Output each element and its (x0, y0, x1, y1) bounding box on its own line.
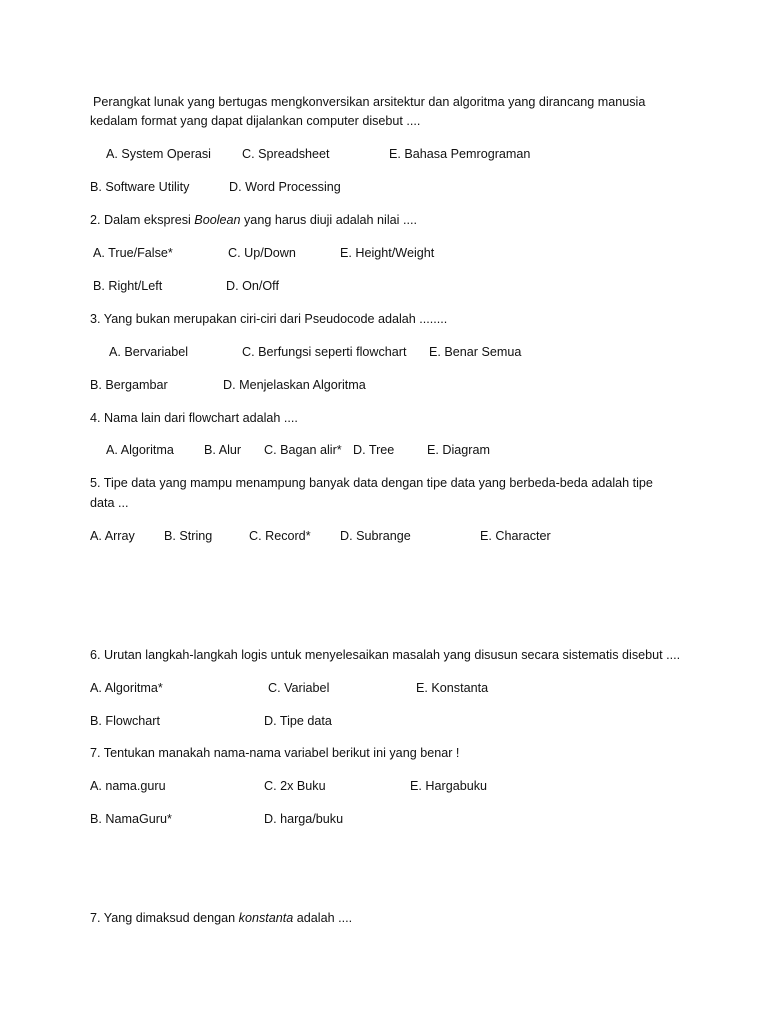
q2-option-d: D. On/Off (226, 279, 279, 293)
q7-option-e: E. Hargabuku (410, 779, 488, 793)
q5-option-e: E. Character (480, 529, 551, 543)
q2-option-b: B. Right/Left (93, 279, 163, 293)
q7-option-b: B. NamaGuru* (90, 812, 172, 826)
question-6: 6. Urutan langkah-langkah logis untuk menyelesaikan masalah yang disusun secara sistematis disebut .... (90, 648, 681, 662)
question-5-line-2: data ... (90, 496, 129, 510)
q6-option-a: A. Algoritma* (90, 681, 163, 695)
question-4: 4. Nama lain dari flowchart adalah .... (90, 411, 298, 425)
q6-option-d: D. Tipe data (264, 714, 332, 728)
question-3: 3. Yang bukan merupakan ciri-ciri dari Pseudocode adalah ........ (90, 312, 448, 326)
question-2-prefix: 2. Dalam ekspresi (90, 213, 195, 227)
q4-option-c: C. Bagan alir* (264, 443, 342, 457)
q5-option-d: D. Subrange (340, 529, 411, 543)
q4-option-d: D. Tree (353, 443, 395, 457)
question-8-suffix: adalah .... (293, 911, 353, 925)
q3-option-c: C. Berfungsi seperti flowchart (242, 345, 407, 359)
q1-option-d: D. Word Processing (229, 180, 341, 194)
q2-option-e: E. Height/Weight (340, 246, 435, 260)
q5-option-a: A. Array (90, 529, 135, 543)
q5-option-c: C. Record* (249, 529, 311, 543)
question-8 (90, 911, 352, 926)
question-8-prefix: 7. Yang dimaksud dengan (90, 911, 239, 925)
q2-option-a: A. True/False* (93, 246, 173, 260)
question-7: 7. Tentukan manakah nama-nama variabel berikut ini yang benar ! (90, 746, 460, 760)
q4-option-b: B. Alur (204, 443, 242, 457)
q6-option-c: C. Variabel (268, 681, 330, 695)
q1-option-b: B. Software Utility (90, 180, 190, 194)
q4-option-e: E. Diagram (427, 443, 490, 457)
q7-option-c: C. 2x Buku (264, 779, 326, 793)
q1-option-a: A. System Operasi (106, 147, 211, 161)
q6-option-e: E. Konstanta (416, 681, 489, 695)
question-5-line-1: 5. Tipe data yang mampu menampung banyak data dengan tipe data yang berbeda-beda adalah tipe (90, 476, 653, 490)
q3-option-e: E. Benar Semua (429, 345, 522, 359)
q7-option-a: A. nama.guru (90, 779, 166, 793)
q4-option-a: A. Algoritma (106, 443, 174, 457)
q3-option-b: B. Bergambar (90, 378, 168, 392)
q6-option-b: B. Flowchart (90, 714, 160, 728)
question-2-italic-term: Boolean (194, 213, 241, 227)
q1-option-c: C. Spreadsheet (242, 147, 330, 161)
q1-option-e: E. Bahasa Pemrograman (389, 147, 531, 161)
question-1-line-1: Perangkat lunak yang bertugas mengkonversikan arsitektur dan algoritma yang dirancang manusia (93, 95, 646, 109)
question-2 (90, 213, 417, 228)
q3-option-d: D. Menjelaskan Algoritma (223, 378, 366, 392)
q2-option-c: C. Up/Down (228, 246, 296, 260)
q5-option-b: B. String (164, 529, 213, 543)
question-1-line-2: kedalam format yang dapat dijalankan computer disebut .... (90, 114, 421, 128)
q3-option-a: A. Bervariabel (109, 345, 189, 359)
question-2-suffix: yang harus diuji adalah nilai .... (240, 213, 417, 227)
q7-option-d: D. harga/buku (264, 812, 344, 826)
question-8-italic-term: konstanta (238, 911, 294, 925)
